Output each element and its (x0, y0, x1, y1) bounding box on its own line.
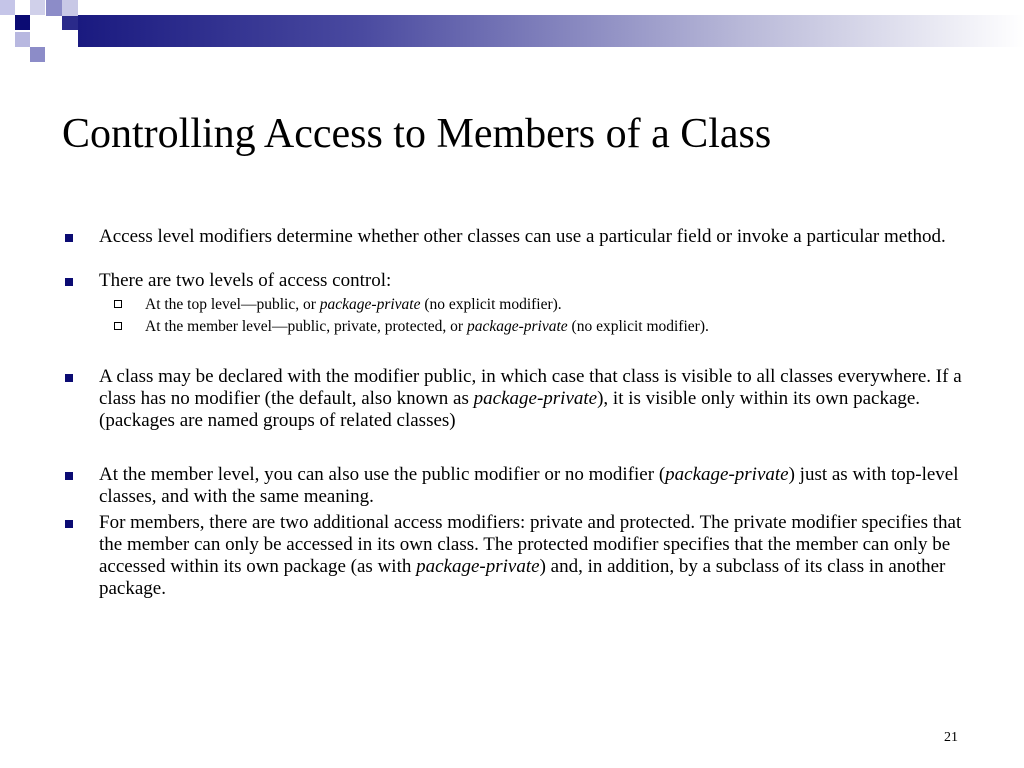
sub-bullet-text-end: (no explicit modifier). (420, 296, 562, 313)
deco-square (0, 0, 15, 15)
header-gradient-bar (78, 15, 1024, 47)
bullet-text-end: ) just as with top-level classes, and with the same meaning. (99, 464, 959, 507)
bullet-italic: package-private (473, 388, 598, 409)
sub-bullet-text-start: At the member level—public, private, protected, or (145, 318, 467, 335)
bullet-text-start: For members, there are two additional access modifiers: private and protected. The private modifier specifies that the member can only be accessed in its own class. The protected modifier specifies that the member can only be accessed within its own package (as with (99, 512, 962, 577)
bullet-text-end: ), it is visible only within its own package. (packages are named groups of related classes) (99, 388, 921, 431)
sub-bullet-item (62, 316, 962, 338)
bullet-text-start: At the member level, you can also use the public modifier or no modifier ( (99, 464, 666, 485)
bullet-item (62, 366, 962, 432)
bullet-text: Access level modifiers determine whether other classes can use a particular field or invoke a particular method. (99, 226, 946, 247)
bullet-text-start: A class may be declared with the modifier public, in which case that class is visible to all classes everywhere. If a class has no modifier (the default, also known as (99, 366, 962, 409)
bullet-item (62, 512, 962, 600)
square-bullet-icon (65, 374, 73, 382)
slide-title: Controlling Access to Members of a Class (62, 111, 772, 157)
deco-square (15, 15, 30, 30)
deco-square (30, 0, 45, 15)
sub-bullet-item (62, 294, 962, 316)
page-number: 21 (944, 730, 958, 745)
sub-bullet-text-end: (no explicit modifier). (567, 318, 709, 335)
bullet-item (62, 464, 962, 508)
square-bullet-icon (65, 520, 73, 528)
bullet-text-end: ) and, in addition, by a subclass of its class in another package. (99, 556, 946, 599)
square-bullet-icon (65, 472, 73, 480)
deco-square (46, 16, 62, 30)
slide-content (62, 226, 962, 600)
deco-square (30, 47, 45, 62)
bullet-text: There are two levels of access control: (99, 270, 392, 291)
bullet-italic: package-private (416, 556, 540, 577)
header-decoration (0, 0, 1024, 70)
sub-bullet-text-start: At the top level—public, or (145, 296, 320, 313)
deco-square (46, 0, 62, 16)
hollow-square-bullet-icon (114, 322, 122, 330)
sub-bullet-italic: package-private (466, 318, 568, 335)
hollow-square-bullet-icon (114, 300, 122, 308)
bullet-item (62, 226, 962, 248)
deco-square (15, 32, 30, 47)
bullet-item (62, 270, 962, 292)
square-bullet-icon (65, 278, 73, 286)
bullet-italic: package-private (665, 464, 789, 485)
sub-bullet-italic: package-private (319, 296, 421, 313)
square-bullet-icon (65, 234, 73, 242)
deco-square (62, 16, 78, 30)
deco-square (62, 0, 78, 16)
